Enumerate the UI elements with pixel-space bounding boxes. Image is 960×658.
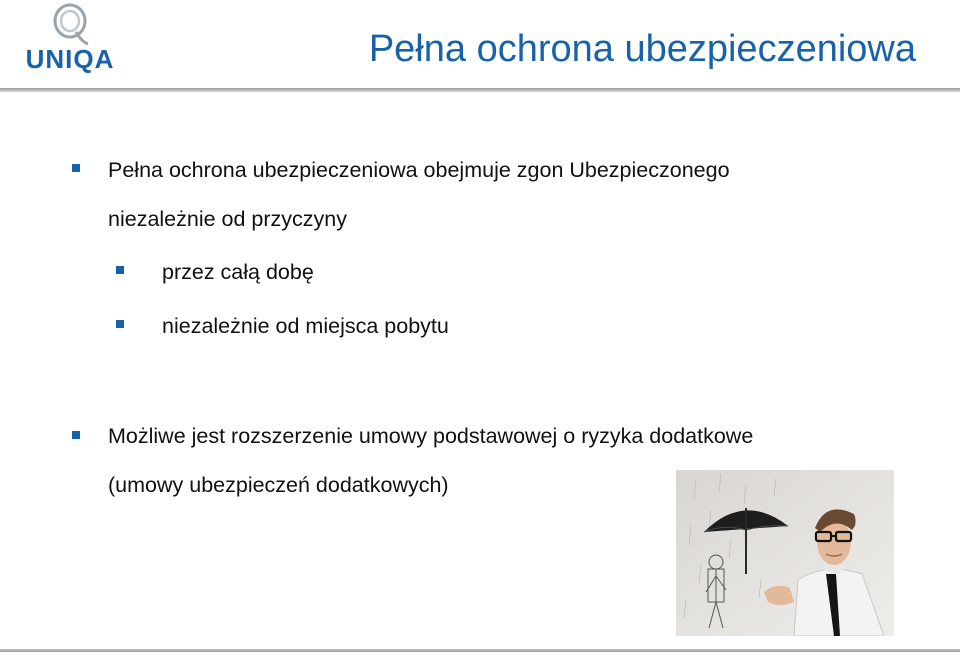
uniqa-logo: [22, 2, 118, 74]
bullet-1-line-1: Pełna ochrona ubezpieczeniowa obejmuje zgon Ubezpieczonego: [108, 158, 730, 182]
sub-bullet-1: przez całą dobę: [162, 260, 314, 284]
header-divider: [0, 88, 960, 92]
sub-bullet-2: niezależnie od miejsca pobytu: [162, 314, 449, 338]
square-bullet-icon: [116, 266, 124, 274]
page-title: Pełna ochrona ubezpieczeniowa: [368, 28, 916, 70]
man-with-umbrella-image: [676, 470, 894, 636]
bullet-2-line-2: (umowy ubezpieczeń dodatkowych): [108, 473, 449, 497]
square-bullet-icon: [72, 431, 80, 439]
bullet-1-line-2: niezależnie od przyczyny: [108, 207, 348, 231]
footer-divider: [0, 649, 960, 652]
bullet-2-line-1: Możliwe jest rozszerzenie umowy podstawowej o ryzyka dodatkowe: [108, 424, 754, 448]
square-bullet-icon: [116, 320, 124, 328]
uniqa-q-icon: [50, 2, 90, 46]
square-bullet-icon: [72, 164, 80, 172]
logo-wordmark: UNIQA: [25, 44, 115, 74]
